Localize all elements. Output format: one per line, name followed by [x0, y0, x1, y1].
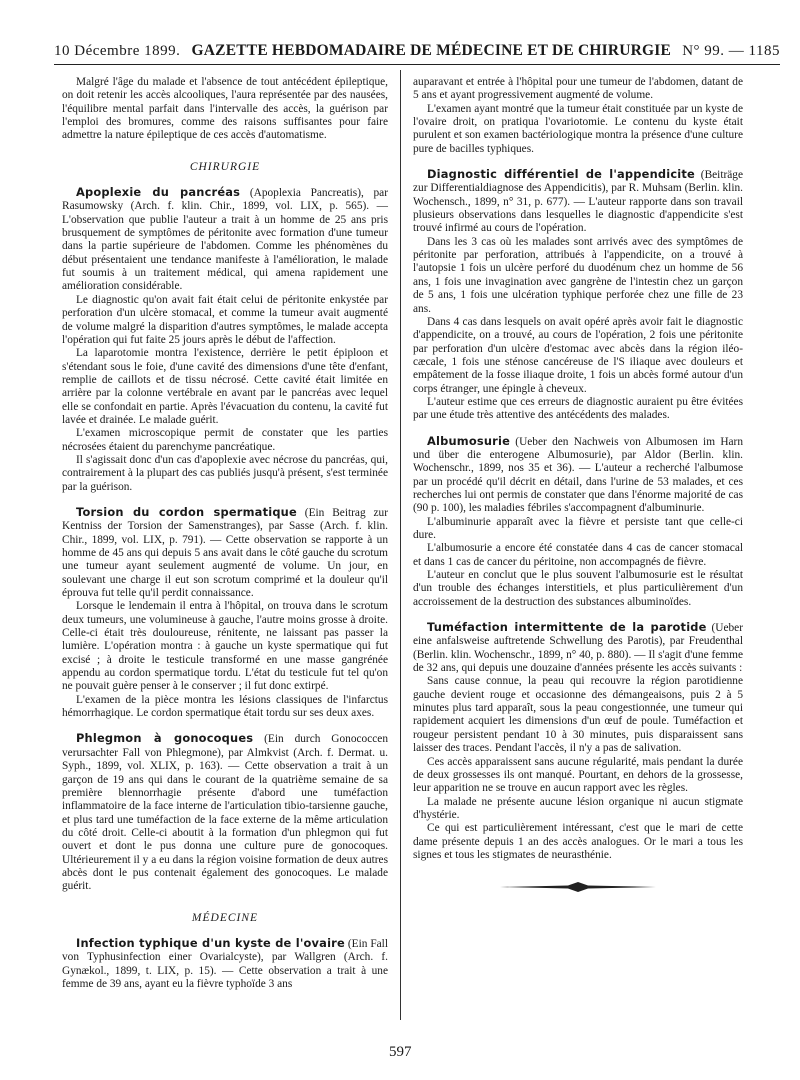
header-date: 10 Décembre 1899.	[54, 43, 181, 59]
paragraph: L'albuminurie apparaît avec la fièvre et persiste tant que celle-ci dure.	[413, 515, 743, 541]
paragraph: Ces accès apparaissent sans aucune régularité, mais pendant la durée de deux grossesses ils ont manqué. Pourtant, en dehors de la grossesse, leur apparition ne se trouve en aucun rapport avec les règles.	[413, 755, 743, 795]
article-citation: (Ueber eine anfalsweise auftretende Schwellung des Parotis), par Freudenthal (Berlin. klin. Wochenschr., 1899, n° 40, p. 880). — Il s'agit d'une femme de 32 ans, qui depuis une douzaine d'années présente les accès suivants :	[413, 622, 743, 675]
article-title: Infection typhique d'un kyste de l'ovaire	[76, 935, 345, 950]
article-citation: (Ueber den Nachweis von Albumosen im Harn und über die enterogene Albumosurie), par Aldor (Berlin. klin. Wochenschr., 1899, nos 35 et 36). — L'auteur a recherché l'albumose par un procédé qu'il décrit en détail, dans l'urine de 53 malades, et ces recherches lui ont permis de constater que dans l'énorme majorité de cas (90 p. 100), les maladies fébriles s'accompagnent d'albuminurie.	[413, 435, 743, 515]
column-divider	[400, 70, 401, 1020]
paragraph: Il s'agissait donc d'un cas d'apoplexie avec nécrose du pancréas, qui, contrairement à la plupart des cas publiés jusqu'à présent, s'est terminée par la guérison.	[62, 453, 388, 493]
article-citation: (Ein durch Gonococcen verursachter Fall von Phlegmone), par Almkvist (Arch. f. Dermat. u. Syph., 1899, vol. XLIX, p. 163). — Cette observation a trait à un garçon de 19 ans qui dans le courant de la quatrième semaine de sa première blennorrhagie présente d'abord une tuméfaction inflammatoire de la face interne de l'articulation tibio-tarsienne gauche, et plus tard une tuméfaction de la face externe de la même articulation du côté droit. Celle-ci aboutit à la formation d'un phlegmon qui fut ouvert et dont le pus donna une culture pure de gonocoques. Ultérieurement il y a eu dans la région voisine formation de deux autres abcès dont le pus contenait également des gonocoques. Le malade guérit.	[62, 733, 388, 893]
paragraph: Sans cause connue, la peau qui recouvre la région parotidienne gauche devient rouge et occasionne des démangeaisons, puis 2 à 5 minutes plus tard apparaît, sous la peau congestionnée, une tumeur qui rapidement acquiert les dimensions d'un œuf de poule. Tuméfaction et rougeur persistent pendant 10 à 30 minutes, puis disparaissent sans laisser des traces. Pendant l'accès, il n'y a pas de salivation.	[413, 675, 743, 755]
article-tumefaction-parotide	[413, 621, 743, 862]
paragraph: L'examen microscopique permit de constater que les parties nécrosées étaient du parenchyme pancréatique.	[62, 427, 388, 453]
paragraph: L'examen de la pièce montra les lésions classiques de l'infarctus hémorrhagique. Le cordon spermatique était tordu sur ses deux axes.	[62, 693, 388, 720]
issue-page-number: N° 99. — 1185	[682, 43, 780, 59]
paragraph: Lorsque le lendemain il entra à l'hôpital, on trouva dans le scrotum deux tumeurs, une volumineuse à gauche, l'autre moins grosse à droite. Celle-ci était très douloureuse, rénitente, ne laissant pas passer la lumière. L'opération montra : à gauche un kyste spermatique qui fut excisé ; à droite le testicule transformé en une masse gangrénée appendu au cordon spermatique tordu. L'état du testicule fut tel qu'on ne pouvait guère penser à le conserver ; il fut donc extirpé.	[62, 600, 388, 693]
paragraph: L'examen ayant montré que la tumeur était constituée par un kyste de l'ovaire droit, on pratiqua l'ovariotomie. Le contenu du kyste était purulent et son examen bactériologique montra la présence d'une culture pure de bacilles typhiques.	[413, 102, 743, 155]
section-heading-medecine: MÉDECINE	[191, 911, 259, 924]
intro-paragraph: Malgré l'âge du malade et l'absence de tout antécédent épileptique, on doit retenir les accès alcooliques, l'aura représentée par des nausées, l'équilibre mental parfait dans l'intervalle des accès, la guérison par l'emploi des bromures, comme des raisons suffisantes pour faire admettre la nature épileptique de ces accès d'automatisme.	[62, 76, 388, 142]
ornament-divider-icon	[498, 880, 658, 894]
paragraph: Le diagnostic qu'on avait fait était celui de péritonite enkystée par perforation d'un ulcère stomacal, et comme la tumeur avait augmenté de volume malgré la disparition d'autres symptômes, le malade accepta l'opération qui fut faite 25 jours après le début de l'affection.	[62, 293, 388, 346]
article-citation: (Beiträge zur Differentialdiagnose des Appendicitis), par R. Muhsam (Berlin. klin. Wochensch., 1899, n° 31, p. 677). — L'auteur rapporte dans son travail plusieurs observations dans lesquelles le diagnostic d'appendicite s'est trouvé infirmé au cours de l'opération.	[413, 169, 743, 235]
left-column	[62, 76, 388, 991]
paragraph: Ce qui est particulièrement intéressant, c'est que le mari de cette dame présente depuis 1 an des accès analogues. Or le mari a tous les signes et tous les stigmates de neurasthénie.	[413, 822, 743, 861]
paragraph: L'auteur estime que ces erreurs de diagnostic auraient pu être évitées par une étude très attentive des antécédents des malades.	[413, 395, 743, 422]
article-infection-typhique	[62, 937, 388, 991]
paragraph: La malade ne présente aucune lésion organique ni aucun stigmate d'hystérie.	[413, 795, 743, 821]
section-heading-chirurgie: CHIRURGIE	[189, 160, 261, 173]
header-rule	[54, 64, 780, 65]
article-phlegmon	[62, 732, 388, 893]
article-citation: (Apoplexia Pancreatis), par Rasumowsky (Arch. f. klin. Chir., 1899, vol. LIX, p. 565). — L'observation que publie l'auteur a trait à un homme de 25 ans pris brusquement de symptômes de péritonite avec formation d'une tumeur dans la partie supérieure de l'abdomen. Comme les phénomènes du début présentaient une tendance manifeste à l'amélioration, le malade fut soumis à un traitement médical, qui amena rapidement une amélioration considérable.	[62, 187, 388, 293]
paragraph: La laparotomie montra l'existence, derrière le petit épiploon et s'étendant sous le foie, d'une cavité des dimensions d'une tête d'enfant, remplie de caillots et de tissu nécrosé. Cette cavité était limitée en arrière par la colonne vertébrale en avant par le pancréas avec lequel elle se confondait en partie. Après l'évacuation du contenu, la cavité fut lavée et drainée. Le malade guérit.	[62, 347, 388, 426]
article-torsion	[62, 506, 388, 721]
page-folio: 597	[389, 1044, 412, 1060]
right-column	[413, 76, 743, 894]
paragraph: Dans 4 cas dans lesquels on avait opéré après avoir fait le diagnostic d'appendicite, on a trouvé, au cours de l'opération, 2 fois une péritonite par perforation d'un ulcère d'estomac avec abcès dans la région iléo-cæcale, 1 fois une sténose cancéreuse de l'S iliaque avec douleurs et empâtement de la fosse iliaque droite, 1 fois un abcès formé autour d'un corps étranger, une épingle à cheveux.	[413, 315, 743, 395]
paragraph: auparavant et entrée à l'hôpital pour une tumeur de l'abdomen, datant de 5 ans et ayant progressivement augmenté de volume.	[413, 76, 743, 102]
article-title: Torsion du cordon spermatique	[76, 504, 297, 519]
article-title: Phlegmon à gonocoques	[76, 731, 254, 746]
article-citation: (Ein Beitrag zur Kentniss der Torsion der Samenstranges), par Sasse (Arch. f. klin. Chir., 1899, vol. LIX, p. 791). — Cette observation se rapporte à un homme de 45 ans qui depuis 5 ans avait dans le côté gauche du scrotum une tumeur ayant seulement augmenté de volume. Un jour, en soulevant une charge il eut son scrotum comprimé et la douleur qu'il éprouva fut telle qu'il perdit connaissance.	[62, 506, 388, 600]
journal-title: GAZETTE HEBDOMADAIRE DE MÉDECINE ET DE CHIRURGIE	[191, 42, 672, 59]
article-albumosurie	[413, 435, 743, 609]
article-title: Diagnostic différentiel de l'appendicite	[427, 167, 695, 182]
article-title: Apoplexie du pancréas	[76, 185, 241, 200]
article-title: Tuméfaction intermittente de la parotide	[427, 620, 707, 635]
paragraph: L'albumosurie a encore été constatée dans 4 cas de cancer stomacal et dans 1 cas de cancer du péritoine, non accompagnés de fièvre.	[413, 542, 743, 568]
article-apoplexie	[62, 186, 388, 494]
paragraph: L'auteur en conclut que le plus souvent l'albumosurie est le résultat d'un trouble des échanges interstitiels, et plus particulièrement d'un accroissement de la destruction des substances albuminoïdes.	[413, 569, 743, 608]
running-header	[54, 34, 780, 60]
article-diagnostic-appendicite	[413, 168, 743, 423]
article-citation: (Ein Fall von Typhusinfection einer Ovarialcyste), par Wallgren (Arch. f. Gynækol., 1899, t. LIX, p. 15). — Cette observation a trait à une femme de 39 ans, ayant eu la fièvre typhoïde 3 ans	[62, 937, 388, 990]
article-title: Albumosurie	[427, 433, 511, 448]
paragraph: Dans les 3 cas où les malades sont arrivés avec des symptômes de péritonite par perforation, attribués à l'appendicite, on a trouvé à l'autopsie 1 fois un ulcère perforé du duodénum chez un homme de 56 ans, 1 fois une invagination avec gangrène de l'intestin chez un garçon de 5 ans, 1 fois une ulcération typhique perforée chez une fille de 23 ans.	[413, 235, 743, 315]
